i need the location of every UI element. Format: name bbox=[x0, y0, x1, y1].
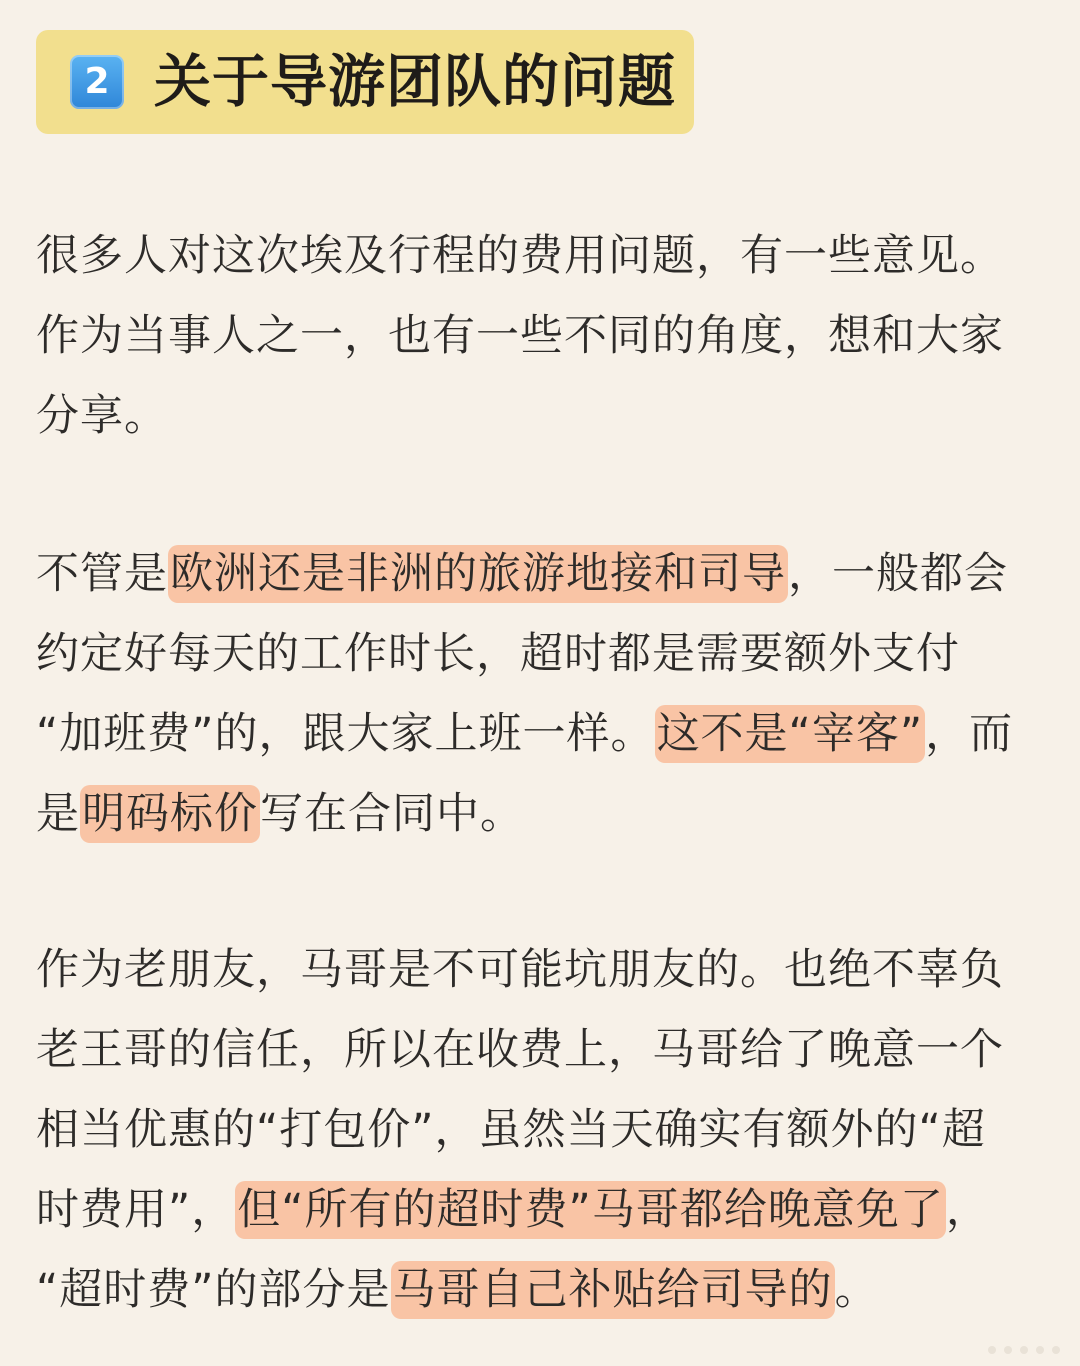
text-segment: 时费用”， bbox=[36, 1185, 236, 1235]
paragraph-line bbox=[36, 534, 1046, 614]
number-badge-icon: 2 bbox=[70, 55, 124, 109]
paragraph-line bbox=[36, 1250, 1046, 1330]
section-title: 关于导游团队的问题 bbox=[154, 49, 676, 115]
paragraph-line: 作为当事人之一，也有一些不同的角度，想和大家 bbox=[36, 311, 1004, 361]
text-segment: ，而 bbox=[925, 709, 1014, 759]
text-segment: ，一般都会 bbox=[788, 549, 1008, 599]
highlighted-text: 明码标价 bbox=[80, 785, 260, 843]
text-segment: 写在合同中。 bbox=[260, 789, 524, 839]
paragraph-line: 老王哥的信任，所以在收费上，马哥给了晚意一个 bbox=[36, 1025, 1004, 1075]
text-segment: 。 bbox=[834, 1265, 879, 1315]
highlighted-text: 但“所有的超时费”马哥都给晚意免了 bbox=[235, 1181, 946, 1239]
text-segment: “超时费”的部分是 bbox=[36, 1265, 391, 1315]
highlighted-text: 马哥自己补贴给司导的 bbox=[391, 1261, 835, 1319]
dot bbox=[1036, 1346, 1044, 1354]
paragraph-line: 作为老朋友，马哥是不可能坑朋友的。也绝不辜负 bbox=[36, 945, 1004, 995]
text-segment: 是 bbox=[36, 789, 80, 839]
paragraph-2 bbox=[36, 534, 1046, 854]
paragraph-line: 很多人对这次埃及行程的费用问题，有一些意见。 bbox=[36, 231, 1004, 281]
paragraph-line: 约定好每天的工作时长，超时都是需要额外支付 bbox=[36, 629, 960, 679]
text-segment: ， bbox=[945, 1185, 990, 1235]
dot bbox=[1020, 1346, 1028, 1354]
dot bbox=[1004, 1346, 1012, 1354]
paragraph-1 bbox=[36, 216, 1046, 456]
paragraph-3 bbox=[36, 930, 1046, 1330]
highlighted-text: 欧洲还是非洲的旅游地接和司导 bbox=[168, 545, 788, 603]
highlighted-text: 这不是“宰客” bbox=[655, 705, 926, 763]
paragraph-line bbox=[36, 1170, 1046, 1250]
watermark-dots bbox=[988, 1346, 1060, 1354]
section-heading bbox=[36, 30, 694, 134]
paragraph-line bbox=[36, 774, 1046, 854]
text-segment: “加班费”的，跟大家上班一样。 bbox=[36, 709, 655, 759]
text-segment: 不管是 bbox=[36, 549, 168, 599]
dot bbox=[988, 1346, 996, 1354]
paragraph-line: 分享。 bbox=[36, 391, 168, 441]
dot bbox=[1052, 1346, 1060, 1354]
paragraph-line bbox=[36, 694, 1046, 774]
paragraph-line: 相当优惠的“打包价”，虽然当天确实有额外的“超 bbox=[36, 1105, 986, 1155]
